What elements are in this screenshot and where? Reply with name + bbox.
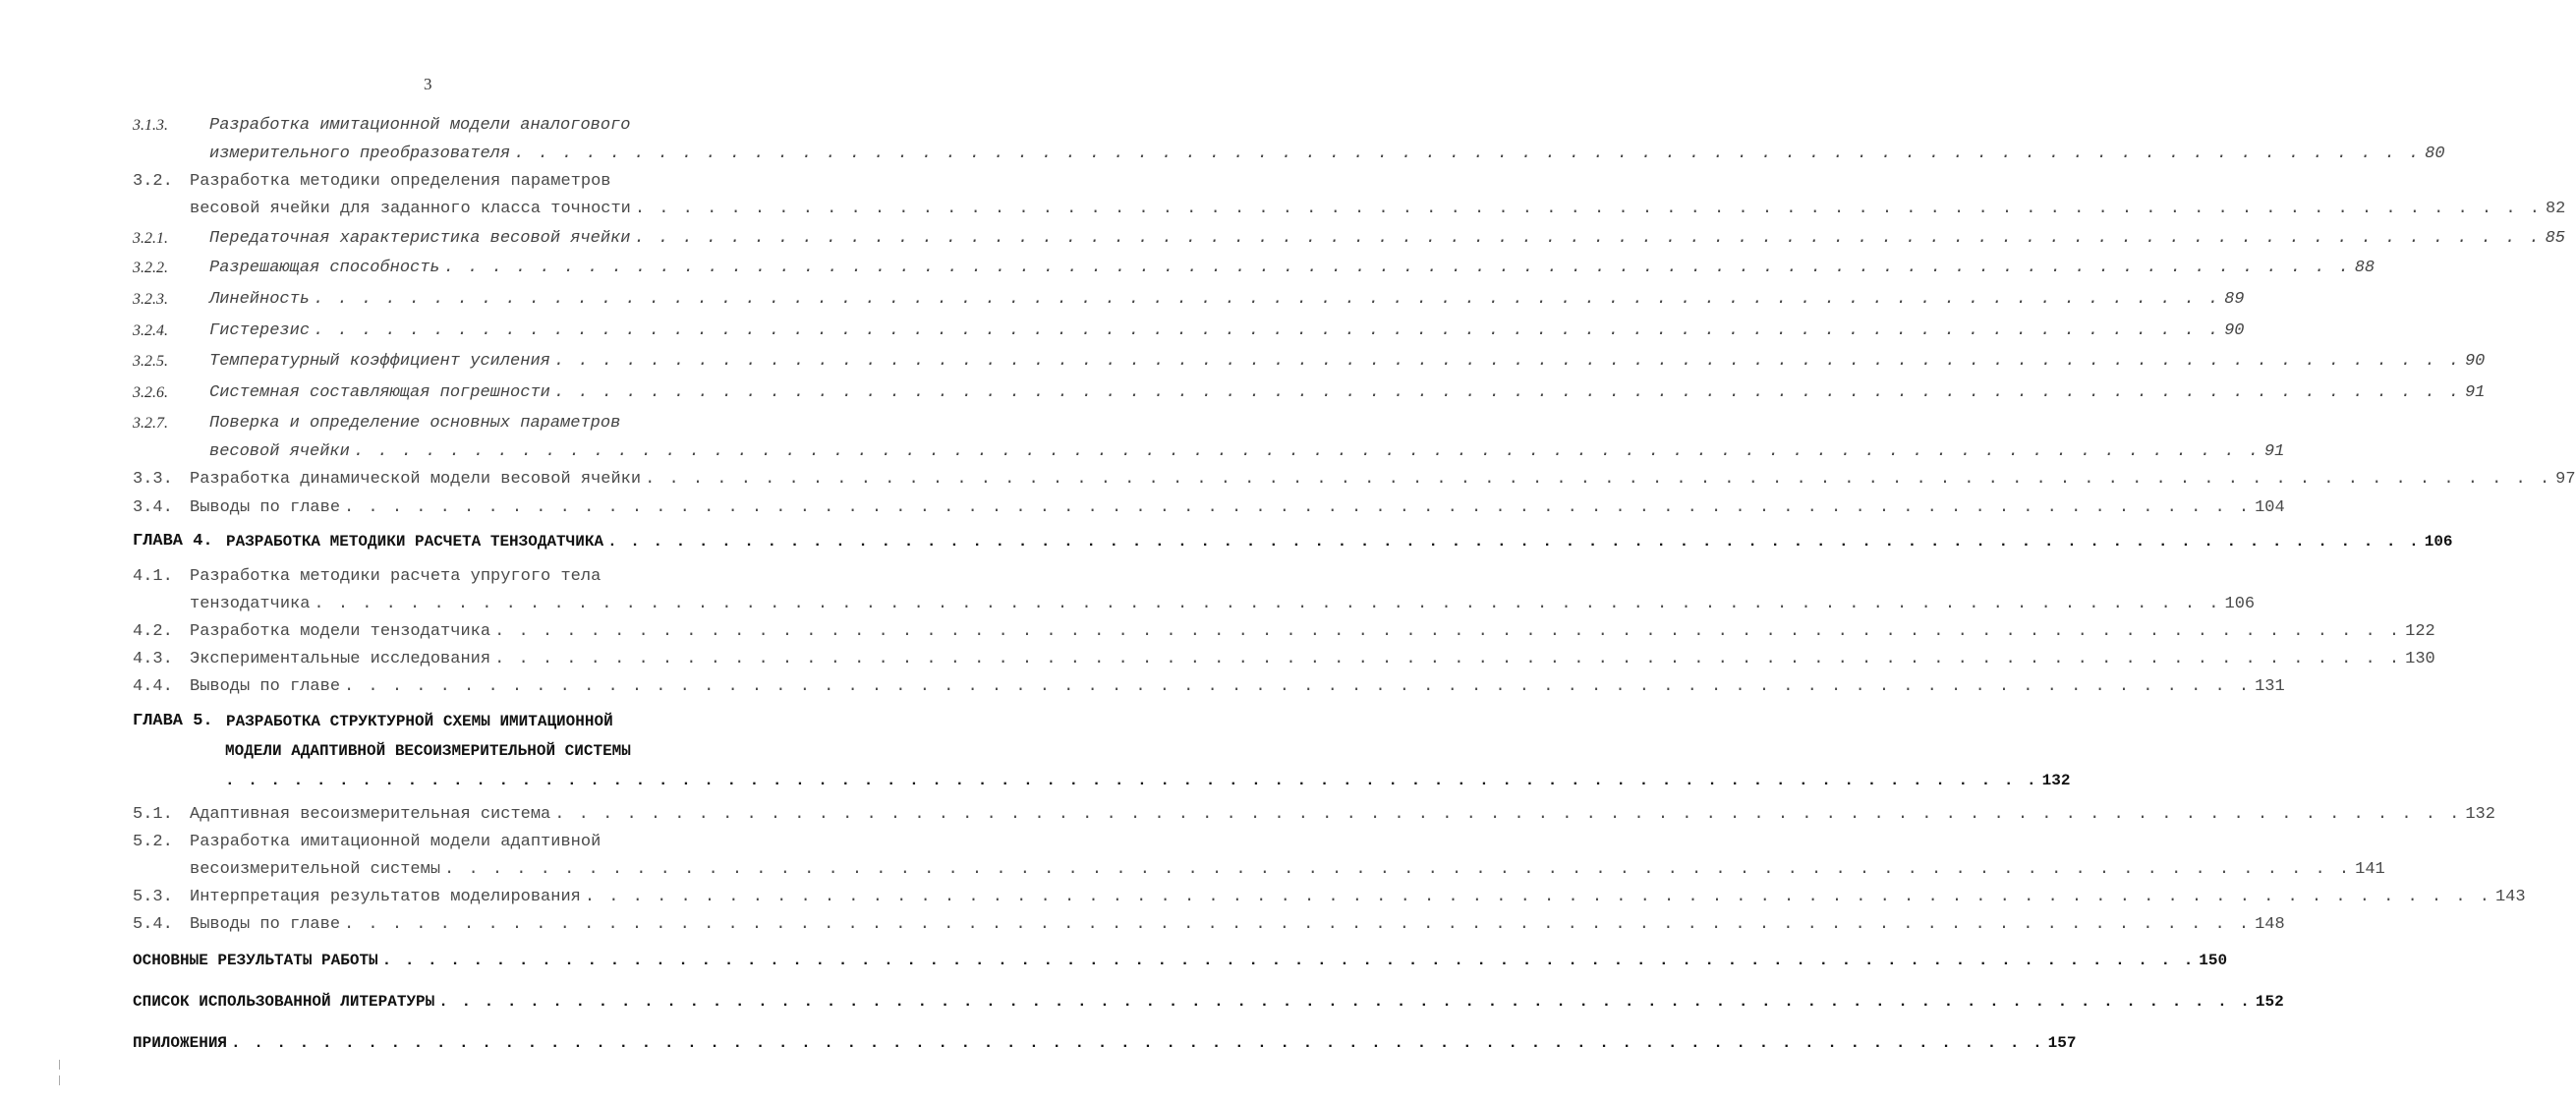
toc-entry-title: Разработка модели тензодатчика xyxy=(190,622,491,641)
toc-entry-number: 5.2. xyxy=(133,833,173,851)
dot-leader: . . . . . . . . . . . . . . . . . . . . . . . . . . . . . . . . . . . . . . . . . . . . . . . . . . . . . . . . . . . . . . . . . . . . . . . . . . . . . . . . xyxy=(584,888,2491,906)
toc-entry-title: Системная составляющая погрешности xyxy=(209,383,550,402)
toc-entry-title: тензодатчика xyxy=(190,595,311,613)
toc-entry-title: Выводы по главе xyxy=(190,498,341,517)
dot-leader: . . . . . . . . . . . . . . . . . . . . . . . . . . . . . . . . . . . . . . . . . . . . . . . . . . . . . . . . . . . . . . . . . . . . . . . . . . . . . . . . xyxy=(554,805,2462,824)
toc-entry-page: 106 xyxy=(2224,595,2256,613)
toc-entry-page: 88 xyxy=(2354,259,2376,277)
toc-entry-number: 3.2.7. xyxy=(133,415,168,432)
toc-entry-number: 5.4. xyxy=(133,915,173,934)
toc-entry-page: 152 xyxy=(2255,993,2284,1011)
toc-entry-title: Разработка имитационной модели аналогового xyxy=(209,116,631,135)
toc-entry-title: Выводы по главе xyxy=(190,677,341,696)
margin-mark xyxy=(59,1075,60,1085)
toc-entry-page: 148 xyxy=(2255,915,2285,934)
dot-leader: . . . . . . . . . . . . . . . . . . . . . . . . . . . . . . . . . . . . . . . . . . . . . . . . . . . . . . . . . . . . . . . . . . . . . . . . . . . . . . . . xyxy=(494,622,2402,641)
dot-leader: . . . . . . . . . . . . . . . . . . . . . . . . . . . . . . . . . . . . . . . . . . . . . . . . . . . . . . . . . . . . . . . . . . . . . . . . . . . . . . . . xyxy=(314,595,2221,613)
toc-entry-title: Разработка методики расчета упругого тела xyxy=(190,567,601,586)
dot-leader: . . . . . . . . . . . . . . . . . . . . . . . . . . . . . . . . . . . . . . . . . . . . . . . . . . . . . . . . . . . . . . . . . . . . . . . . . . . . . . . . xyxy=(634,229,2542,248)
dot-leader: . . . . . . . . . . . . . . . . . . . . . . . . . . . . . . . . . . . . . . . . . . . . . . . . . . . . . . . . . . . . . . . . . . . . . . . . . . . . . . . . xyxy=(443,259,2351,277)
toc-entry-page: 131 xyxy=(2255,677,2285,696)
dot-leader: . . . . . . . . . . . . . . . . . . . . . . . . . . . . . . . . . . . . . . . . . . . . . . . . . . . . . . . . . . . . . . . . . . . . . . . . . . . . . . . . xyxy=(645,470,2552,489)
toc-entry-page: 89 xyxy=(2224,290,2245,309)
toc-entry-number: 3.1.3. xyxy=(133,117,168,134)
toc-entry-page: 130 xyxy=(2405,650,2435,668)
toc-entry-title: Разработка динамической модели весовой ячейки xyxy=(190,470,642,489)
toc-entry-title: Разрешающая способность xyxy=(209,259,440,277)
toc-entry-page: 97 xyxy=(2555,470,2576,489)
toc-entry-title: РАЗРАБОТКА МЕТОДИКИ РАСЧЕТА ТЕНЗОДАТЧИКА xyxy=(226,533,604,551)
toc-entry-number: 4.3. xyxy=(133,650,173,668)
toc-entry-number: 5.1. xyxy=(133,805,173,824)
toc-entry-number: 3.2.6. xyxy=(133,384,168,401)
page-number: 3 xyxy=(424,75,432,93)
toc-entry-title: Линейность xyxy=(209,290,311,309)
toc-entry-number: 3.2.2. xyxy=(133,260,168,276)
toc-entry-number: 3.2.5. xyxy=(133,353,168,370)
dot-leader: . . . . . . . . . . . . . . . . . . . . . . . . . . . . . . . . . . . . . . . . . . . . . . . . . . . . . . . . . . . . . . . . . . . . . . . . . . . . . . . . xyxy=(494,650,2402,668)
toc-entry-number: 3.3. xyxy=(133,470,173,489)
toc-entry-title: РАЗРАБОТКА СТРУКТУРНОЙ СХЕМЫ ИМИТАЦИОННОЙ xyxy=(226,713,613,730)
toc-entry-page: 141 xyxy=(2355,860,2385,879)
toc-entry-page: 122 xyxy=(2405,622,2435,641)
toc-entry-title: Выводы по главе xyxy=(190,915,341,934)
toc-entry-page: 143 xyxy=(2494,888,2526,906)
toc-entry-title: Экспериментальные исследования xyxy=(190,650,491,668)
toc-entry-page: 90 xyxy=(2224,321,2245,340)
toc-entry-page: 90 xyxy=(2464,352,2486,371)
dot-leader: . . . . . . . . . . . . . . . . . . . . . . . . . . . . . . . . . . . . . . . . . . . . . . . . . . . . . . . . . . . . . . . . . . . . . . . . . . . . . . . . xyxy=(344,915,2252,934)
toc-entry-number: 3.2.4. xyxy=(133,322,168,339)
toc-entry-title: Температурный коэффициент усиления xyxy=(209,352,550,371)
dot-leader: . . . . . . . . . . . . . . . . . . . . . . . . . . . . . . . . . . . . . . . . . . . . . . . . . . . . . . . . . . . . . . . . . . . . . . . . . . . . . . . . xyxy=(353,442,2261,461)
toc-entry-title: ПРИЛОЖЕНИЯ xyxy=(133,1034,228,1052)
toc-entry-title: Поверка и определение основных параметров xyxy=(209,414,621,433)
toc-entry-title: измерительного преобразователя xyxy=(209,145,511,163)
toc-entry-number: 4.4. xyxy=(133,677,173,696)
toc-entry-number: 3.2. xyxy=(133,172,173,191)
dot-leader: . . . . . . . . . . . . . . . . . . . . . . . . . . . . . . . . . . . . . . . . . . . . . . . . . . . . . . . . . . . . . . . . . . . . . . . . . . . . . . . . xyxy=(634,200,2542,218)
toc-entry-number: ГЛАВА 4. xyxy=(133,532,213,551)
toc-entry-page: 132 xyxy=(2041,772,2071,789)
dot-leader: . . . . . . . . . . . . . . . . . . . . . . . . . . . . . . . . . . . . . . . . . . . . . . . . . . . . . . . . . . . . . . . . . . . . . . . . . . . . . . . . xyxy=(514,145,2422,163)
toc-entry-title: ОСНОВНЫЕ РЕЗУЛЬТАТЫ РАБОТЫ xyxy=(133,952,378,969)
toc-entry-page: 85 xyxy=(2545,229,2565,248)
margin-mark xyxy=(59,1060,60,1070)
toc-entry-number: 3.2.3. xyxy=(133,291,168,308)
toc-entry-page: 80 xyxy=(2425,145,2445,163)
toc-entry-page: 157 xyxy=(2047,1034,2077,1052)
toc-entry-title: СПИСОК ИСПОЛЬЗОВАННОЙ ЛИТЕРАТУРЫ xyxy=(133,993,435,1011)
toc-entry-number: 5.3. xyxy=(133,888,173,906)
dot-leader: . . . . . . . . . . . . . . . . . . . . . . . . . . . . . . . . . . . . . . . . . . . . . . . . . . . . . . . . . . . . . . . . . . . . . . . . . . . . . . . . xyxy=(344,498,2252,517)
toc-entry-title: Гистерезис xyxy=(209,321,311,340)
dot-leader: . . . . . . . . . . . . . . . . . . . . . . . . . . . . . . . . . . . . . . . . . . . . . . . . . . . . . . . . . . . . . . . . . . . . . . . . . . . . . . . . xyxy=(381,952,2196,969)
toc-entry-title: Адаптивная весоизмерительная система xyxy=(190,805,551,824)
toc-entry-title: Разработка методики определения параметров xyxy=(190,172,611,191)
toc-entry-page: 104 xyxy=(2255,498,2285,517)
dot-leader: . . . . . . . . . . . . . . . . . . . . . . . . . . . . . . . . . . . . . . . . . . . . . . . . . . . . . . . . . . . . . . . . . . . . . . . . . . . . . . . . xyxy=(438,993,2252,1011)
dot-leader: . . . . . . . . . . . . . . . . . . . . . . . . . . . . . . . . . . . . . . . . . . . . . . . . . . . . . . . . . . . . . . . . . . . . . . . . . . . . . . . . xyxy=(231,1034,2044,1052)
toc-entry-title: весовой ячейки xyxy=(209,442,350,461)
toc-entry-title: весовой ячейки для заданного класса точности xyxy=(190,200,631,218)
dot-leader: . . . . . . . . . . . . . . . . . . . . . . . . . . . . . . . . . . . . . . . . . . . . . . . . . . . . . . . . . . . . . . . . . . . . . . . . . . . . . . . . xyxy=(225,772,2038,789)
toc-entry-title: Разработка имитационной модели адаптивной xyxy=(190,833,601,851)
toc-entry-number: ГЛАВА 5. xyxy=(133,712,213,730)
dot-leader: . . . . . . . . . . . . . . . . . . . . . . . . . . . . . . . . . . . . . . . . . . . . . . . . . . . . . . . . . . . . . . . . . . . . . . . . . . . . . . . . xyxy=(607,533,2421,551)
dot-leader: . . . . . . . . . . . . . . . . . . . . . . . . . . . . . . . . . . . . . . . . . . . . . . . . . . . . . . . . . . . . . . . . . . . . . . . . . . . . . . . . xyxy=(553,383,2461,402)
toc-entry-page: 132 xyxy=(2465,805,2495,824)
dot-leader: . . . . . . . . . . . . . . . . . . . . . . . . . . . . . . . . . . . . . . . . . . . . . . . . . . . . . . . . . . . . . . . . . . . . . . . . . . . . . . . . xyxy=(314,321,2221,340)
toc-entry-page: 91 xyxy=(2464,383,2486,402)
toc-entry-number: 3.2.1. xyxy=(133,230,168,247)
toc-entry-number: 4.2. xyxy=(133,622,173,641)
toc-entry-page: 91 xyxy=(2263,442,2285,461)
toc-entry-title: Интерпретация результатов моделирования xyxy=(190,888,581,906)
toc-entry-title: весоизмерительной системы xyxy=(190,860,441,879)
dot-leader: . . . . . . . . . . . . . . . . . . . . . . . . . . . . . . . . . . . . . . . . . . . . . . . . . . . . . . . . . . . . . . . . . . . . . . . . . . . . . . . . xyxy=(444,860,2352,879)
dot-leader: . . . . . . . . . . . . . . . . . . . . . . . . . . . . . . . . . . . . . . . . . . . . . . . . . . . . . . . . . . . . . . . . . . . . . . . . . . . . . . . . xyxy=(344,677,2252,696)
dot-leader: . . . . . . . . . . . . . . . . . . . . . . . . . . . . . . . . . . . . . . . . . . . . . . . . . . . . . . . . . . . . . . . . . . . . . . . . . . . . . . . . xyxy=(553,352,2461,371)
toc-entry-page: 82 xyxy=(2545,200,2566,218)
dot-leader: . . . . . . . . . . . . . . . . . . . . . . . . . . . . . . . . . . . . . . . . . . . . . . . . . . . . . . . . . . . . . . . . . . . . . . . . . . . . . . . . xyxy=(314,290,2221,309)
toc-entry-page: 106 xyxy=(2424,533,2453,551)
toc-entry-title: Передаточная характеристика весовой ячейки xyxy=(209,229,631,248)
toc-entry-number: 4.1. xyxy=(133,567,173,586)
toc-entry-number: 3.4. xyxy=(133,498,173,517)
toc-entry-title: МОДЕЛИ АДАПТИВНОЙ ВЕСОИЗМЕРИТЕЛЬНОЙ СИСТЕМЫ xyxy=(225,742,631,760)
toc-entry-page: 150 xyxy=(2199,952,2228,969)
